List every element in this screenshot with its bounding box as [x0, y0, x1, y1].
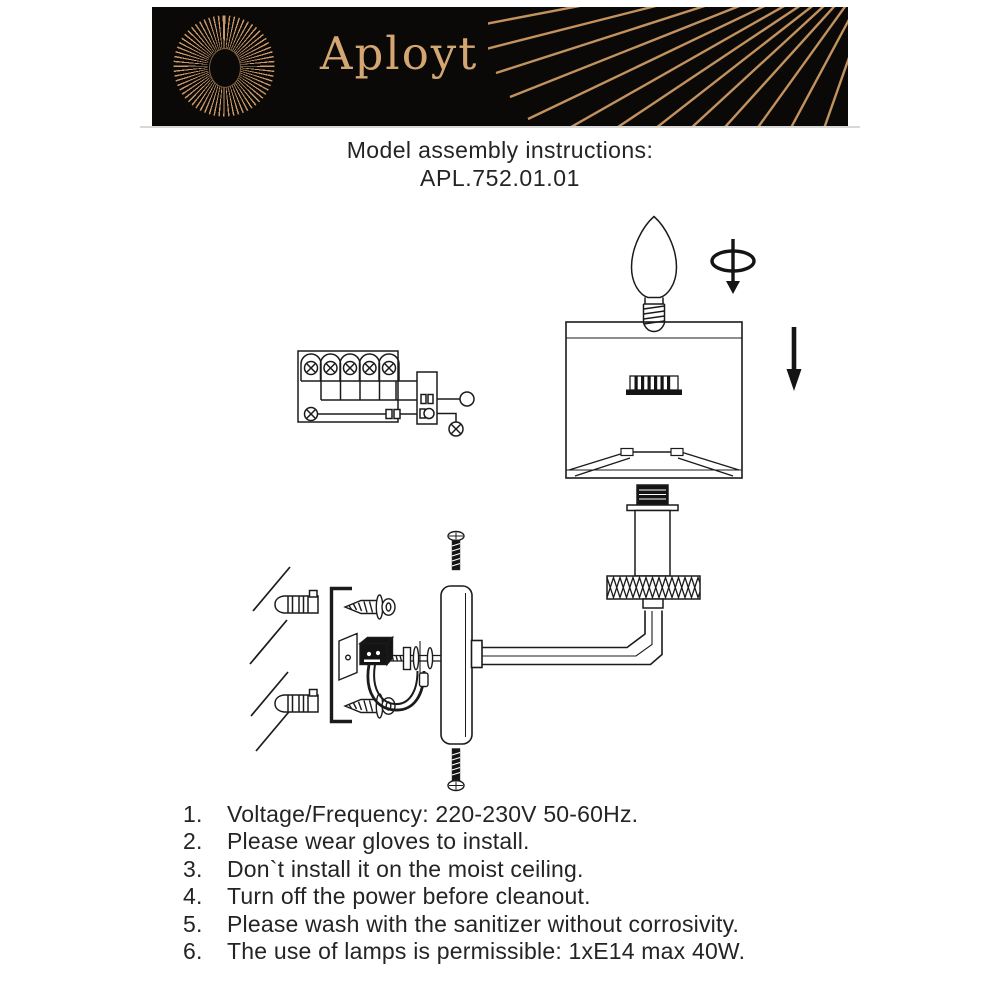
candle-sleeve — [635, 511, 670, 577]
instruction-list — [183, 801, 903, 965]
wiring-schematic — [298, 351, 474, 436]
item-number: 5. — [183, 910, 203, 937]
item-text: The use of lamps is permissible: 1xE14 max 40W. — [227, 937, 746, 964]
item-text: Voltage/Frequency: 220-230V 50-60Hz. — [227, 801, 639, 827]
instruction-item — [183, 938, 903, 965]
item-number: 2. — [183, 828, 203, 855]
square-lamp-shade — [566, 322, 742, 478]
instruction-item — [183, 883, 903, 910]
threaded-socket — [637, 485, 668, 506]
socket-assembly — [607, 485, 700, 608]
instruction-item — [183, 856, 903, 883]
instruction-item — [183, 828, 903, 855]
item-text: Don`t install it on the moist ceiling. — [227, 855, 584, 882]
model-code: APL.752.01.01 — [420, 165, 580, 191]
item-number: 1. — [183, 801, 203, 827]
item-number: 3. — [183, 855, 203, 882]
down-arrow-icon — [787, 327, 802, 391]
item-number: 4. — [183, 883, 203, 910]
socket-grill — [626, 376, 682, 395]
lamp-arm — [472, 611, 663, 668]
wall-hatching — [250, 567, 293, 751]
page-title: Model assembly instructions: — [346, 137, 654, 163]
item-text: Please wash with the sanitizer without corrosivity. — [227, 910, 740, 937]
instruction-item — [183, 911, 903, 938]
wall-anchor-icon — [275, 690, 318, 713]
item-text: Please wear gloves to install. — [227, 828, 530, 855]
mounting-screw-icon — [448, 532, 464, 570]
wall-screw-icon — [345, 595, 395, 619]
candle-bulb — [632, 217, 677, 332]
lamp-symbols — [305, 362, 396, 421]
wall-anchor-icon — [275, 591, 318, 614]
brand-logo-text: Aployt — [320, 27, 479, 80]
item-text: Turn off the power before cleanout. — [227, 883, 591, 910]
instruction-item — [183, 801, 903, 828]
wall-plate — [441, 586, 472, 744]
wall-screw-icon — [345, 694, 395, 718]
item-number: 6. — [183, 937, 203, 964]
mounting-screw-icon — [448, 749, 464, 791]
rotate-arrow-icon — [712, 239, 754, 294]
